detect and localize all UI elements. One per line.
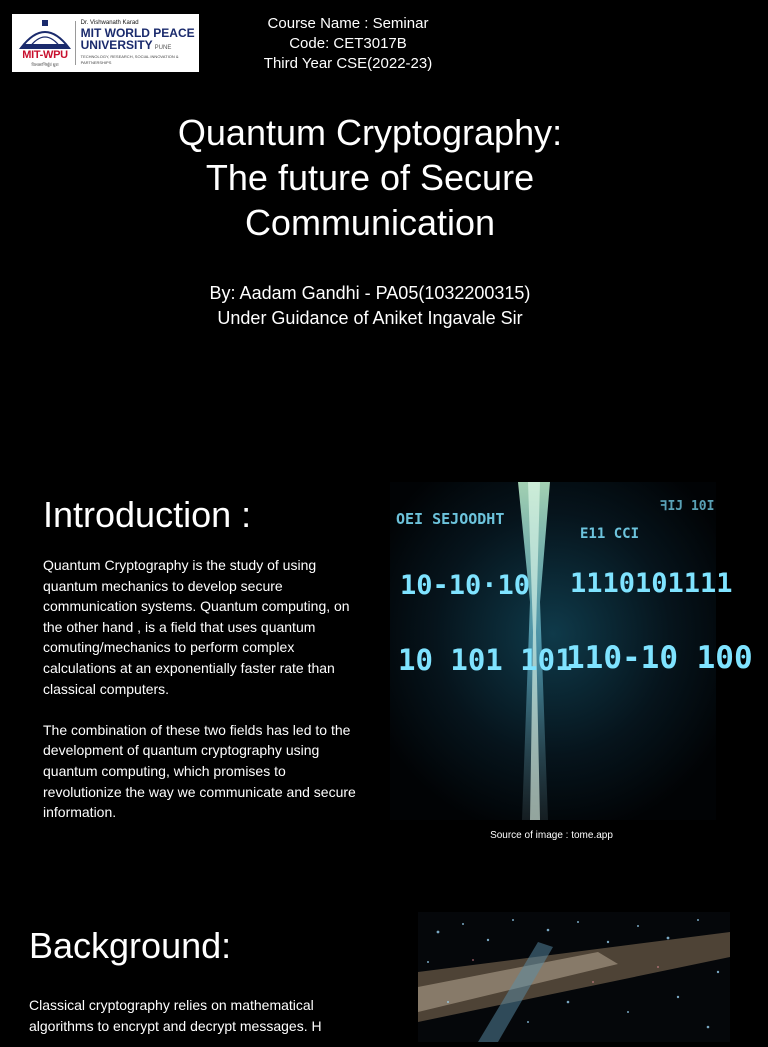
university-name bbox=[81, 20, 199, 66]
image-caption: Source of image : tome.app bbox=[490, 830, 613, 841]
logo-founder: Dr. Vishwanath Karad bbox=[80, 20, 139, 26]
page-title bbox=[100, 110, 640, 245]
image-text-row1c: ꟻIJ 10I bbox=[660, 499, 715, 514]
intro-text bbox=[43, 555, 363, 843]
logo-name-line2: UNIVERSITY bbox=[80, 38, 153, 52]
title-line-1: Quantum Cryptography: bbox=[177, 112, 563, 153]
logo-city: PUNE bbox=[154, 45, 172, 51]
binary-code-image bbox=[390, 482, 753, 820]
intro-paragraph-1: Quantum Cryptography is the study of using quantum mechanics to develop secure communication systems. Quantum computing, on the other hand , is a field that uses quantum comuting/mechanics to perform complex calculations at an exponentially faster rate than classical computers. bbox=[43, 557, 350, 697]
image-text-row2a: 10-10·10 bbox=[400, 570, 531, 601]
particle-illustration bbox=[418, 912, 730, 1042]
logo-motto: विश्वशान्तिर्ध्रुवं ध्रुवा bbox=[31, 62, 59, 67]
intro-paragraph-2: The combination of these two fields has led to the development of quantum cryptography using quantum computing, which promises to revolutionize the way we communicate and secure information. bbox=[43, 721, 356, 821]
dome-icon bbox=[15, 18, 75, 50]
image-text-row1: OEI SEJOODHT bbox=[396, 510, 505, 528]
background-heading: Background: bbox=[29, 925, 232, 966]
image-text-row3a: 10 101 101 bbox=[398, 643, 573, 677]
course-year: Third Year CSE(2022-23) bbox=[263, 55, 433, 72]
image-text-row1b: E11 CCI bbox=[580, 526, 640, 542]
background-text: Classical cryptography relies on mathematical algorithms to encrypt and decrypt messages. H bbox=[29, 997, 322, 1034]
image-text-row2b: 1110101111 bbox=[570, 568, 733, 599]
course-code: Code: CET3017B bbox=[289, 35, 407, 52]
binary-tunnel-illustration bbox=[390, 482, 753, 820]
university-logo bbox=[12, 14, 199, 72]
particle-light-image bbox=[418, 912, 730, 1042]
title-line-2: The future of Secure bbox=[205, 157, 535, 198]
guide-line: Under Guidance of Aniket Ingavale Sir bbox=[217, 308, 523, 328]
course-name: Course Name : Seminar bbox=[267, 15, 429, 32]
byline bbox=[120, 281, 620, 331]
image-text-row3b: 110-10 100 bbox=[566, 640, 753, 676]
logo-name-line1: MIT WORLD PEACE bbox=[80, 26, 195, 40]
title-line-3: Communication bbox=[244, 202, 496, 243]
logo-abbr: MIT-WPU bbox=[22, 49, 68, 61]
author-line: By: Aadam Gandhi - PA05(1032200315) bbox=[209, 283, 531, 303]
logo-tagline: TECHNOLOGY, RESEARCH, SOCIAL INNOVATION & PARTNERSHIPS bbox=[80, 54, 179, 65]
course-info bbox=[200, 14, 496, 74]
emblem bbox=[15, 18, 70, 68]
intro-heading: Introduction : bbox=[43, 494, 252, 535]
